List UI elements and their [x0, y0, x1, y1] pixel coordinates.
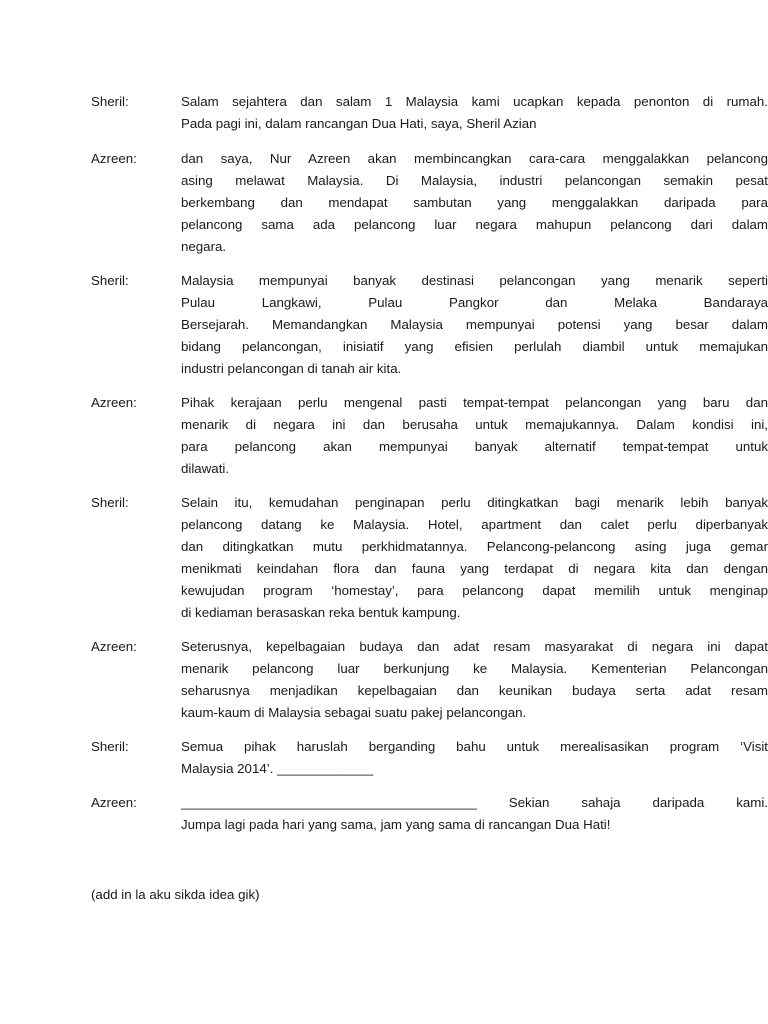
dialogue-line: berkembang dan mendapat sambutan yang menggalakkan daripada para: [181, 195, 768, 210]
dialogue-line: Pada pagi ini, dalam rancangan Dua Hati, saya, Sheril Azian: [181, 116, 537, 131]
dialogue-line: bidang pelancongan, inisiatif yang efisien perlulah diambil untuk memajukan: [181, 339, 768, 354]
dialogue-line: dan saya, Nur Azreen akan membincangkan cara-cara menggalakkan pelancong: [181, 151, 768, 166]
dialogue-line: industri pelancongan di tanah air kita.: [181, 361, 402, 376]
dialogue-line: asing melawat Malaysia. Di Malaysia, industri pelancongan semakin pesat: [181, 173, 768, 188]
speaker-label: Azreen:: [91, 795, 137, 810]
dialogue-line: negara.: [181, 239, 227, 254]
speaker-label: Sheril:: [91, 739, 129, 754]
dialogue-line: Malaysia 2014’. _____________: [181, 761, 374, 776]
dialogue-line: menikmati keindahan flora dan fauna yang terdapat di negara kita dan dengan: [181, 561, 768, 576]
dialogue-line: menarik di negara ini dan berusaha untuk memajukannya. Dalam kondisi ini,: [181, 417, 768, 432]
dialogue-line: para pelancong akan mempunyai banyak alternatif tempat-tempat untuk: [181, 439, 768, 454]
speaker-label: Azreen:: [91, 151, 137, 166]
dialogue-line: ________________________________________ Sekian sahaja daripada kami.: [181, 795, 768, 810]
dialogue-line: Selain itu, kemudahan penginapan perlu ditingkatkan bagi menarik lebih banyak: [181, 495, 768, 510]
dialogue-line: seharusnya menjadikan kepelbagaian dan keunikan budaya serta adat resam: [181, 683, 768, 698]
dialogue-line: Jumpa lagi pada hari yang sama, jam yang sama di rancangan Dua Hati!: [181, 817, 611, 832]
footer-note: (add in la aku sikda idea gik): [91, 887, 260, 902]
dialogue-line: Pihak kerajaan perlu mengenal pasti tempat-tempat pelancongan yang baru dan: [181, 395, 768, 410]
dialogue-line: pelancong sama ada pelancong luar negara mahupun pelancong dari dalam: [181, 217, 768, 232]
dialogue-line: Malaysia mempunyai banyak destinasi pelancongan yang menarik seperti: [181, 273, 768, 288]
dialogue-line: Salam sejahtera dan salam 1 Malaysia kami ucapkan kepada penonton di rumah.: [181, 94, 768, 109]
dialogue-line: Pulau Langkawi, Pulau Pangkor dan Melaka Bandaraya: [181, 295, 768, 310]
speaker-label: Azreen:: [91, 395, 137, 410]
speaker-label: Sheril:: [91, 495, 129, 510]
dialogue-line: pelancong datang ke Malaysia. Hotel, apartment dan calet perlu diperbanyak: [181, 517, 768, 532]
dialogue-line: menarik pelancong luar berkunjung ke Malaysia. Kementerian Pelancongan: [181, 661, 768, 676]
speaker-label: Sheril:: [91, 94, 129, 109]
dialogue-line: Seterusnya, kepelbagaian budaya dan adat resam masyarakat di negara ini dapat: [181, 639, 768, 654]
dialogue-line: dilawati.: [181, 461, 230, 476]
speaker-label: Azreen:: [91, 639, 137, 654]
dialogue-line: kaum-kaum di Malaysia sebagai suatu pakej pelancongan.: [181, 705, 527, 720]
dialogue-line: dan ditingkatkan mutu perkhidmatannya. Pelancong-pelancong asing juga gemar: [181, 539, 768, 554]
dialogue-line: Bersejarah. Memandangkan Malaysia mempunyai potensi yang besar dalam: [181, 317, 768, 332]
dialogue-line: di kediaman berasaskan reka bentuk kampung.: [181, 605, 461, 620]
speaker-label: Sheril:: [91, 273, 129, 288]
dialogue-line: kewujudan program ‘homestay’, para pelancong dapat memilih untuk menginap: [181, 583, 768, 598]
dialogue-line: Semua pihak haruslah berganding bahu untuk merealisasikan program ‘Visit: [181, 739, 768, 754]
